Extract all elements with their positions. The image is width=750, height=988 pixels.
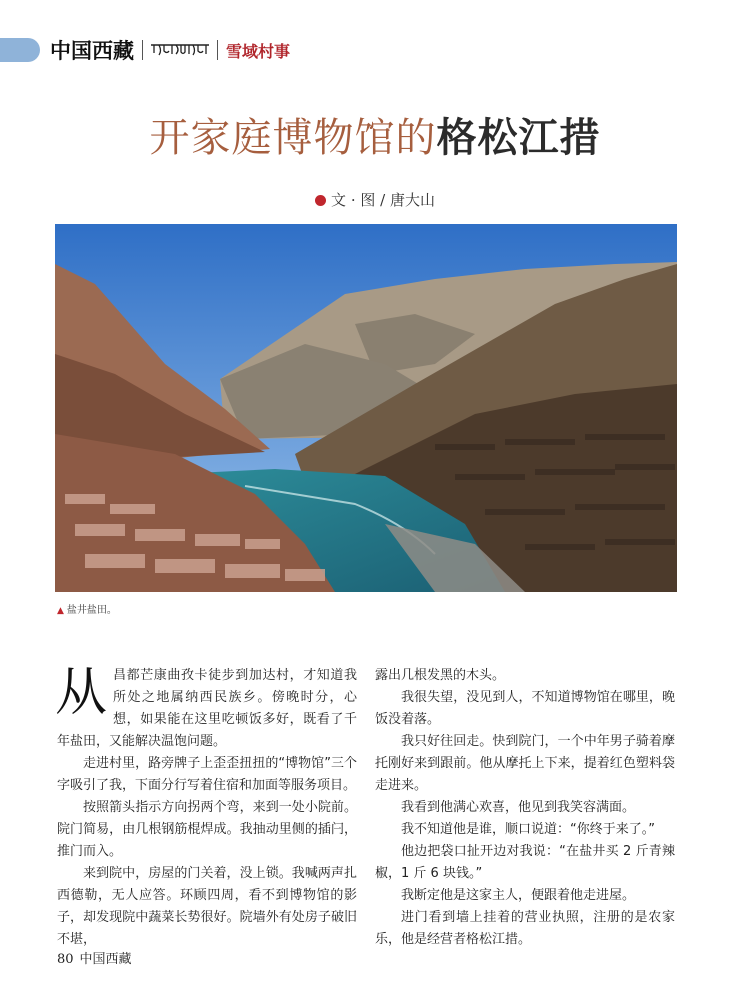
salt-fields-photo (55, 224, 677, 592)
paragraph: 走进村里，路旁牌子上歪歪扭扭的“博物馆”三个字吸引了我，下面分行写着住宿和加面等服务项目。 (57, 756, 357, 793)
page-footer (57, 948, 132, 967)
paragraph: 我不知道他是谁，顺口说道：“你终于来了。” (401, 822, 655, 837)
paragraph-text: 昌都芒康曲孜卡徒步到加达村，才知道我所处之地属纳西民族乡。傍晚时分，心想，如果能在这里吃顿饭多好，既看了千年盐田，又能解决温饱问题。 (57, 668, 357, 749)
drop-cap: 从 (55, 663, 108, 723)
paragraph: 我只好往回走。快到院门，一个中年男子骑着摩托刚好来到跟前。他从摩托上下来，提着红色塑料袋走进来。 (375, 734, 675, 793)
tibetan-wordmark-logo (151, 41, 209, 59)
paragraph (57, 665, 357, 753)
photo-caption (57, 601, 117, 616)
magazine-header (50, 36, 290, 64)
paragraph: 来到院中，房屋的门关着，没上锁。我喊两声扎西德勒，无人应答。环顾四周，看不到博物馆的影子，却发现院中蔬菜长势很好。院墙外有处房子破旧不堪， (57, 866, 357, 947)
article-column-right (375, 665, 675, 951)
title-prefix: 开家庭博物馆的 (149, 115, 437, 161)
title-name: 格松江措 (436, 115, 601, 161)
byline-text: 文 · 图 / 唐大山 (331, 191, 435, 209)
paragraph: 我很失望，没见到人，不知道博物馆在哪里，晚饭没着落。 (375, 690, 675, 727)
byline (0, 189, 750, 210)
header-tab (0, 38, 40, 62)
paragraph: 我断定他是这家主人，便跟着他走进屋。 (401, 888, 636, 903)
paragraph: 进门看到墙上挂着的营业执照，注册的是农家乐，他是经营者格松江措。 (375, 910, 675, 947)
article-title (0, 106, 750, 163)
triangle-marker-icon: ▲ (57, 606, 64, 616)
paragraph: 他边把袋口扯开边对我说：“在盐井买 2 斤青辣椒，1 斤 6 块钱。” (375, 844, 675, 881)
magazine-brand: 中国西藏 (50, 38, 134, 63)
bullet-icon (315, 195, 326, 206)
page-number: 80 (57, 952, 74, 967)
paragraph: 按照箭头指示方向拐两个弯，来到一处小院前。院门简易，由几根钢筋棍焊成。我抽动里侧的插闩，推门而入。 (57, 800, 357, 859)
footer-magazine-name: 中国西藏 (79, 952, 132, 967)
caption-text: 盐井盐田。 (66, 605, 117, 616)
column-name: 雪域村事 (226, 41, 291, 61)
paragraph: 露出几根发黑的木头。 (375, 668, 506, 683)
header-divider (142, 40, 143, 60)
article-column-left (57, 665, 357, 951)
paragraph: 我看到他满心欢喜，他见到我笑容满面。 (401, 800, 636, 815)
header-divider (217, 40, 218, 60)
